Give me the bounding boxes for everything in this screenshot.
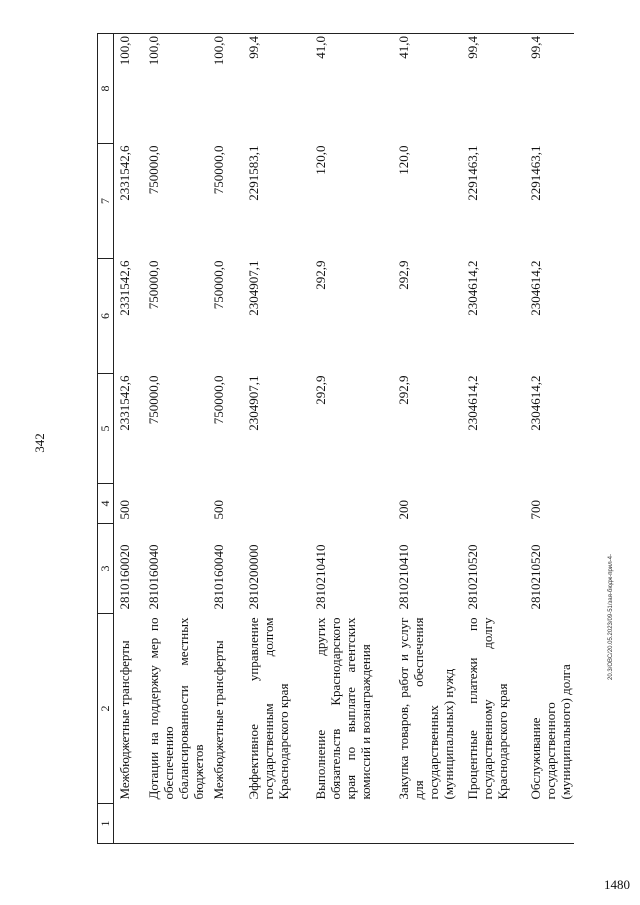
column-header: 8 <box>98 34 114 144</box>
percent-cell: 100,0 <box>143 34 208 144</box>
amount-col7-cell: 750000,0 <box>211 145 226 195</box>
target-code-cell: 2810210520 <box>528 544 543 610</box>
expense-type-cell: 500 <box>211 500 226 520</box>
percent-cell: 100,0 <box>208 34 243 144</box>
expense-type-cell: 200 <box>396 500 411 520</box>
percent-cell: 100,0 <box>114 34 144 144</box>
amount-col6-cell: 750000,0 <box>146 260 161 310</box>
amount-col5-cell: 292,9 <box>313 375 328 405</box>
target-code-cell: 2810210520 <box>465 544 480 610</box>
target-code-cell: 2810160020 <box>117 544 132 610</box>
target-code-cell: 2810160040 <box>211 544 226 610</box>
row-index-cell <box>310 804 393 844</box>
expense-type-cell <box>143 484 208 524</box>
table-row <box>462 34 525 844</box>
target-code-cell: 2810160040 <box>146 544 161 610</box>
amount-col6-cell: 2304907,1 <box>246 260 261 316</box>
expense-type-cell: 500 <box>117 500 132 520</box>
amount-col7-cell: 2291463,1 <box>528 145 543 201</box>
row-index-cell <box>243 804 310 844</box>
row-index-cell <box>525 804 574 844</box>
amount-col6-cell: 2304614,2 <box>528 260 543 316</box>
row-index-cell <box>393 804 462 844</box>
row-index-cell <box>114 804 144 844</box>
target-code-cell: 2810200000 <box>246 544 261 610</box>
amount-col5-cell: 2304907,1 <box>246 375 261 431</box>
item-name-cell: Процентные платежи по государственному долгу Краснодарского края <box>465 617 510 800</box>
row-index-cell <box>462 804 525 844</box>
percent-cell: 99,4 <box>243 34 310 144</box>
table-row <box>393 34 462 844</box>
column-header: 1 <box>98 804 114 844</box>
amount-col6-cell: 2304614,2 <box>465 260 480 316</box>
amount-col6-cell: 750000,0 <box>211 260 226 310</box>
amount-col5-cell: 292,9 <box>396 375 411 405</box>
table-row <box>243 34 310 844</box>
percent-cell: 99,4 <box>525 34 574 144</box>
item-name-cell: Межбюджетные трансферты <box>117 640 132 800</box>
item-name-cell: Закупка товаров, работ и услуг для обеспечения государственных (муниципальных) нужд <box>396 617 456 800</box>
document-stamp: 20.3/ОВС/20.05.2023/09-51/зая-бюдж-прил-4- <box>608 554 614 680</box>
amount-col5-cell: 750000,0 <box>211 375 226 425</box>
expense-type-cell <box>243 484 310 524</box>
column-header: 3 <box>98 524 114 614</box>
item-name-cell: Обслуживание государственного (муниципального) долга <box>528 664 573 800</box>
amount-col5-cell: 2331542,6 <box>117 375 132 431</box>
row-index-cell <box>208 804 243 844</box>
expense-type-cell <box>462 484 525 524</box>
item-name-cell: Выполнение других обязательств Краснодарского края по выплате агентских комиссий и вознаграждения <box>313 617 373 800</box>
target-code-cell: 2810210410 <box>313 544 328 610</box>
column-header: 5 <box>98 374 114 484</box>
percent-cell: 99,4 <box>462 34 525 144</box>
amount-col7-cell: 2291463,1 <box>465 145 480 201</box>
budget-table <box>97 33 574 844</box>
column-header: 6 <box>98 259 114 374</box>
expense-type-cell <box>310 484 393 524</box>
table-row <box>208 34 243 844</box>
column-header: 2 <box>98 614 114 804</box>
amount-col7-cell: 2331542,6 <box>117 145 132 201</box>
amount-col5-cell: 750000,0 <box>146 375 161 425</box>
table-row <box>525 34 574 844</box>
budget-table-rotated <box>97 34 610 844</box>
column-header: 4 <box>98 484 114 524</box>
amount-col7-cell: 120,0 <box>313 145 328 175</box>
amount-col6-cell: 292,9 <box>313 260 328 290</box>
amount-col6-cell: 292,9 <box>396 260 411 290</box>
percent-cell: 41,0 <box>310 34 393 144</box>
amount-col7-cell: 750000,0 <box>146 145 161 195</box>
table-row <box>114 34 144 844</box>
page-number: 342 <box>32 433 47 453</box>
footer-number: 1480 <box>604 877 630 892</box>
item-name-cell: Межбюджетные трансферты <box>211 640 226 800</box>
amount-col7-cell: 120,0 <box>396 145 411 175</box>
item-name-cell: Эффективное управление государственным долгом Краснодарского края <box>246 617 291 800</box>
amount-col6-cell: 2331542,6 <box>117 260 132 316</box>
amount-col7-cell: 2291583,1 <box>246 145 261 201</box>
budget-table-container <box>97 34 610 844</box>
table-header-row <box>98 34 114 844</box>
row-index-cell <box>143 804 208 844</box>
expense-type-cell: 700 <box>528 500 543 520</box>
column-header: 7 <box>98 144 114 259</box>
table-row <box>143 34 208 844</box>
target-code-cell: 2810210410 <box>396 544 411 610</box>
item-name-cell: Дотации на поддержку мер по обеспечению сбалансированности местных бюджетов <box>146 617 206 800</box>
amount-col5-cell: 2304614,2 <box>465 375 480 431</box>
table-row <box>310 34 393 844</box>
amount-col5-cell: 2304614,2 <box>528 375 543 431</box>
percent-cell: 41,0 <box>393 34 462 144</box>
